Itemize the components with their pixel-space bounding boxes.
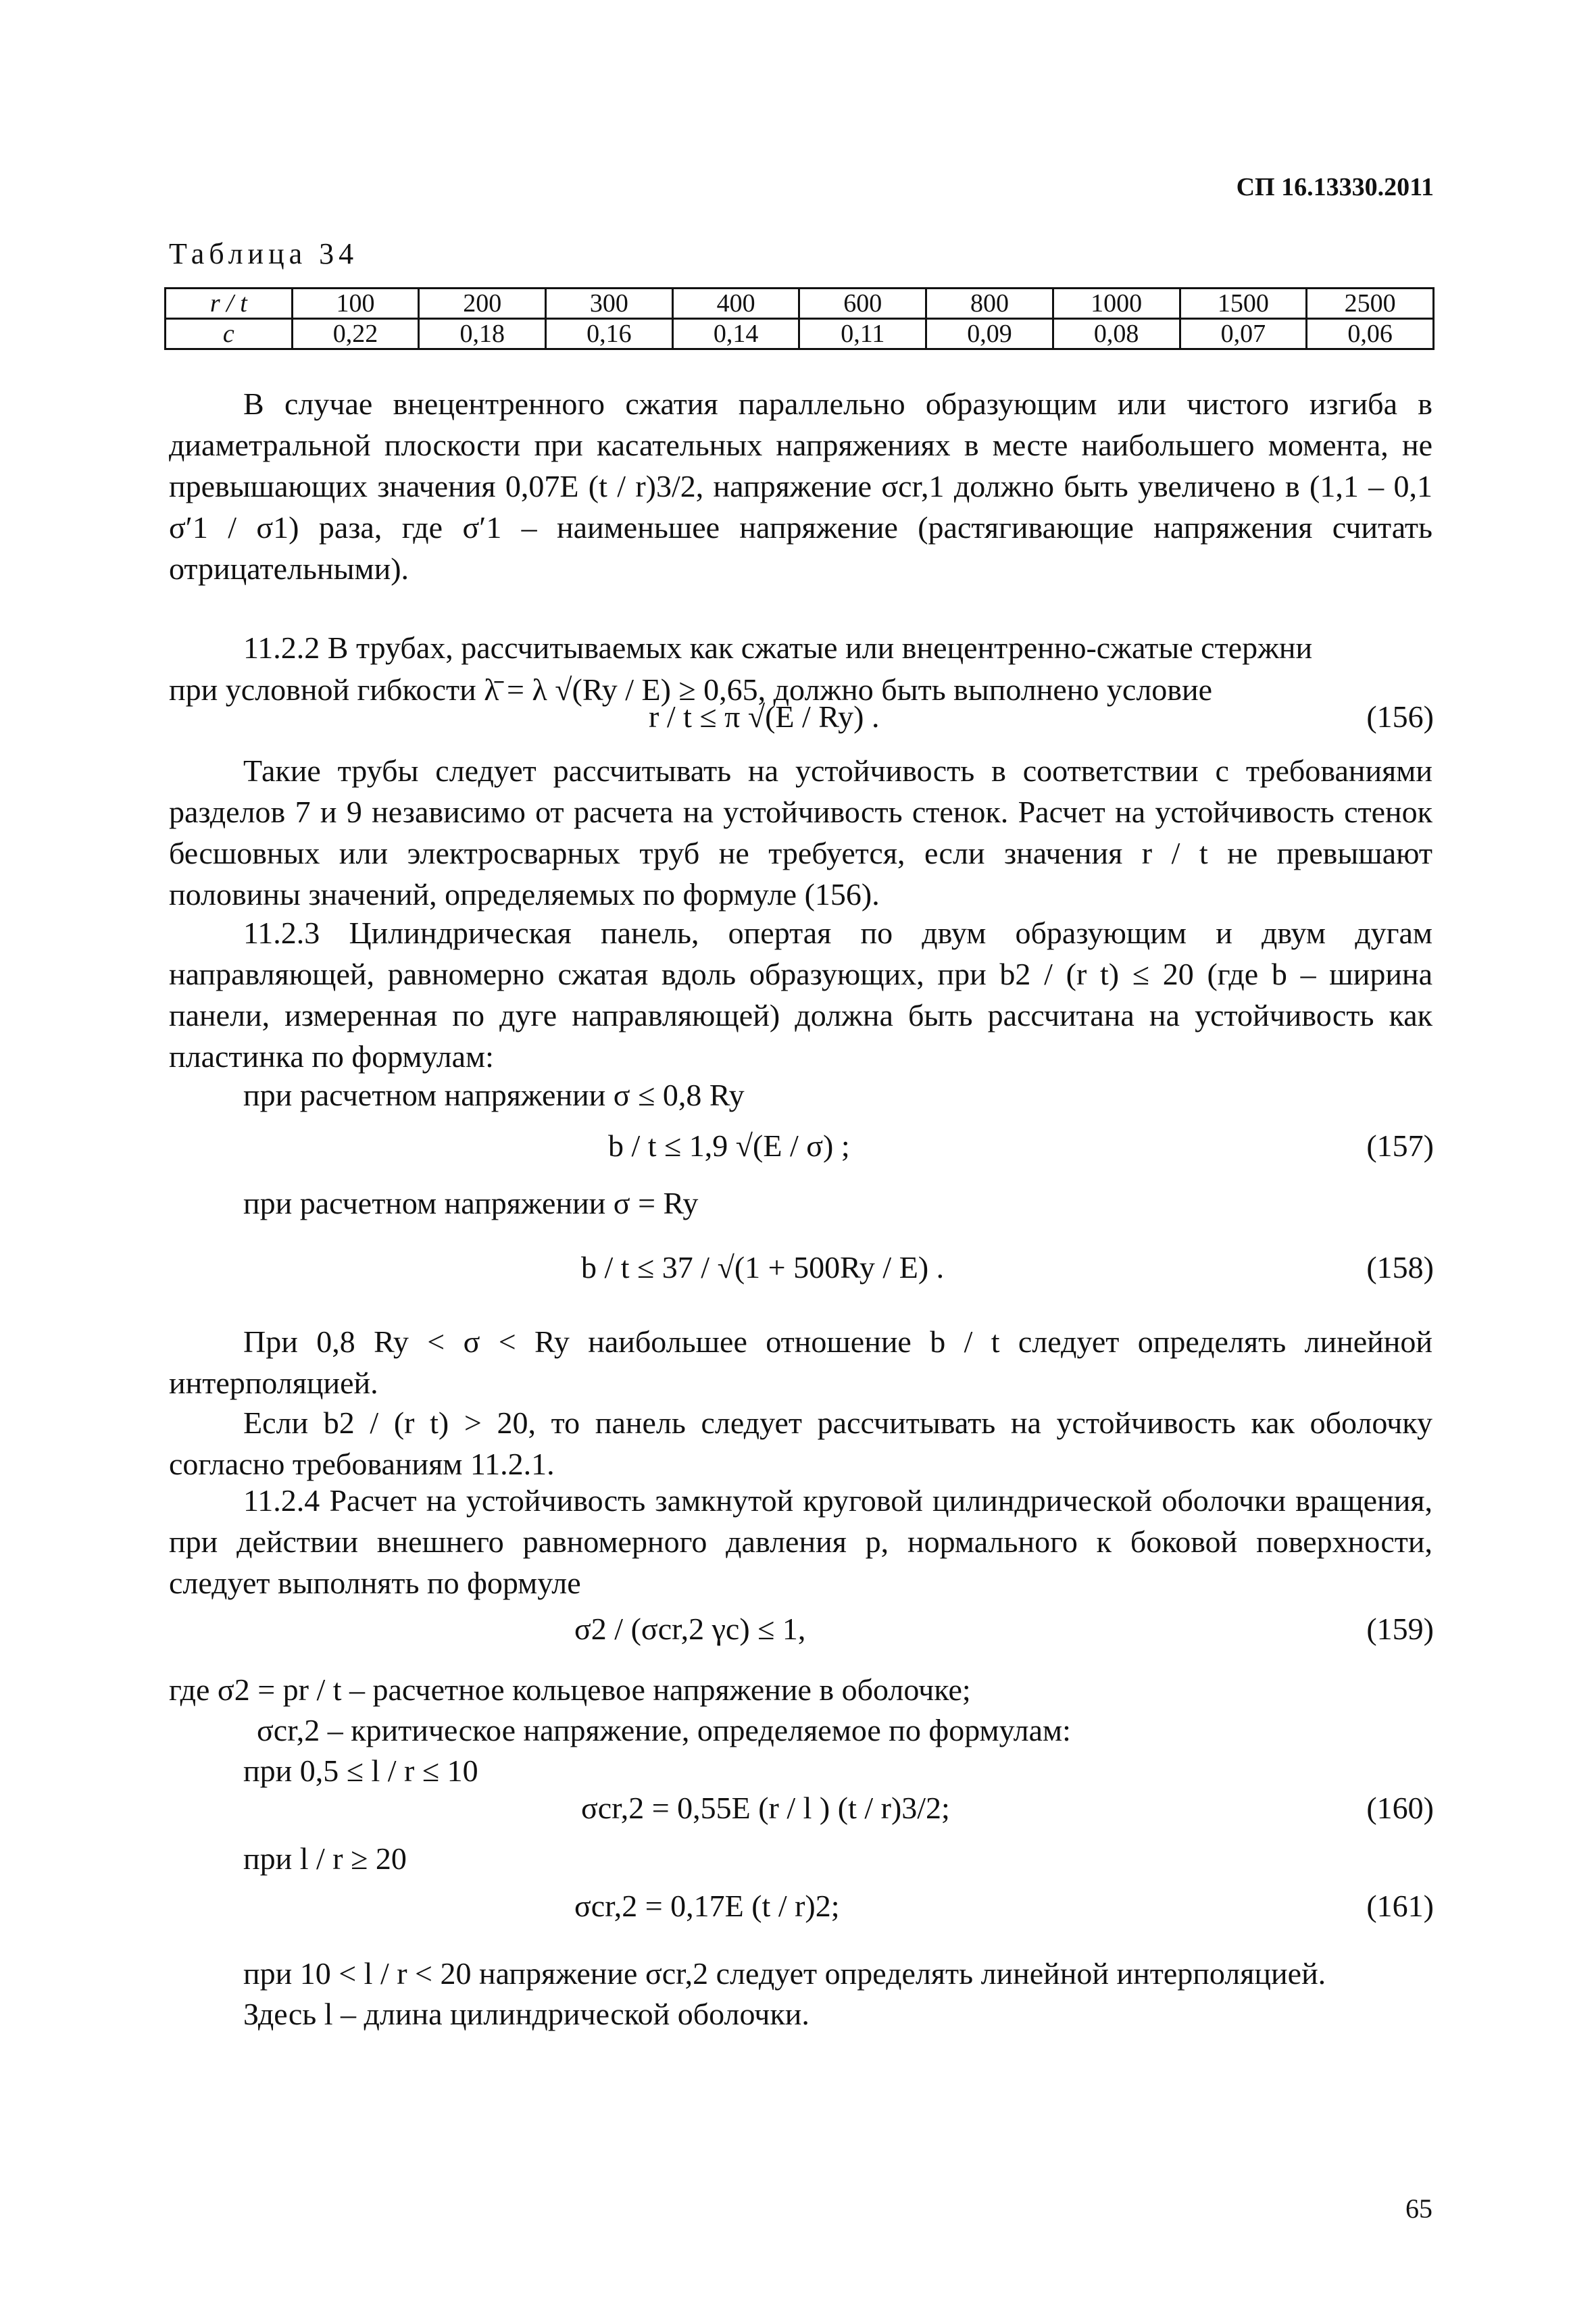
table-header-cell: r / t [166,289,293,319]
table-cell: 400 [672,289,799,319]
table-cell: 800 [926,289,1053,319]
formula-161: σcr,2 = 0,17E (t / r)2; [574,1889,840,1923]
table-cell: 0,06 [1307,319,1434,349]
table-row [166,319,1434,349]
table-cell: 100 [292,289,419,319]
table-cell: 0,16 [546,319,673,349]
formula-158-number: (158) [1366,1250,1434,1285]
table-cell: 1000 [1053,289,1180,319]
table-cell: 2500 [1307,289,1434,319]
table-cell: 0,07 [1180,319,1307,349]
paragraph-shell-length: Здесь l – длина цилиндрической оболочки. [243,1997,809,2031]
table-cell: 0,11 [799,319,926,349]
formula-156-number: (156) [1366,699,1434,734]
table-cell: 0,18 [419,319,546,349]
condition-157: при расчетном напряжении σ ≤ 0,8 Ry [243,1078,745,1112]
table-cell: 0,09 [926,319,1053,349]
paragraph-pipes-stability: Такие трубы следует рассчитывать на устойчивость в соответствии с требованиями разделов 7 и 9 независимо от расчета на устойчивость стенок. Расчет на устойчивость стенок бесшовных или электросварных труб не требуется, если значения r / t не превышают половины значений, определяемых по формуле (156). [169,753,1432,912]
formula-160: σcr,2 = 0,55E (r / l ) (t / r)3/2; [581,1791,950,1825]
formula-156: r / t ≤ π √(E / Ry) . [649,699,880,734]
formula-161-number: (161) [1366,1889,1434,1923]
table-34 [164,287,1435,350]
table-header-cell: c [166,319,293,349]
paragraph-11-2-4: 11.2.4 Расчет на устойчивость замкнутой круговой цилиндрической оболочки вращения, при действии внешнего равномерного давления p, нормального к боковой поверхности, следует выполнять по формуле [169,1483,1432,1600]
table-cell: 600 [799,289,926,319]
paragraph-panel-shell: Если b2 / (r t) > 20, то панель следует рассчитывать на устойчивость как оболочку согласно требованиям 11.2.1. [169,1405,1432,1481]
table-cell: 300 [546,289,673,319]
paragraph-interpolation-shell: при 10 < l / r < 20 напряжение σcr,2 следует определять линейной интерполяцией. [243,1956,1326,1991]
table-cell: 0,08 [1053,319,1180,349]
formula-159: σ2 / (σcr,2 γc) ≤ 1, [574,1612,806,1646]
paragraph-eccentric-compression: В случае внецентренного сжатия параллельно образующим или чистого изгиба в диаметральной плоскости при касательных напряжениях в месте наибольшего момента, не превышающих значения 0,07E (t / r)3/2, напряжение σcr,1 должно быть увеличено в (1,1 – 0,1 σ′1 / σ1) раза, где σ′1 – наименьшее напряжение (растягивающие напряжения считать отрицательными). [169,387,1432,586]
page-number: 65 [1405,2193,1432,2224]
condition-160: при 0,5 ≤ l / r ≤ 10 [243,1753,478,1788]
where-sigma-cr2: σcr,2 – критическое напряжение, определяемое по формулам: [257,1713,1071,1747]
table-cell: 0,22 [292,319,419,349]
table-row [166,289,1434,319]
paragraph-11-2-3: 11.2.3 Цилиндрическая панель, опертая по двум образующим и двум дугам направляющей, равномерно сжатая вдоль образующих, при b2 / (r t) ≤ 20 (где b – ширина панели, измеренная по дуге направляющей) должна быть рассчитана на устойчивость как пластинка по формулам: [169,916,1432,1074]
paragraph-11-2-2-line1: 11.2.2 В трубах, рассчитываемых как сжатые или внецентренно-сжатые стержни [243,630,1313,665]
condition-161: при l / r ≥ 20 [243,1841,407,1876]
where-sigma2: где σ2 = pr / t – расчетное кольцевое напряжение в оболочке; [169,1672,971,1707]
formula-157: b / t ≤ 1,9 √(E / σ) ; [608,1128,850,1163]
table-cell: 1500 [1180,289,1307,319]
condition-158: при расчетном напряжении σ = Ry [243,1186,699,1220]
formula-160-number: (160) [1366,1791,1434,1825]
document-code: СП 16.13330.2011 [1236,173,1434,201]
formula-157-number: (157) [1366,1128,1434,1163]
paragraph-interpolation: При 0,8 Ry < σ < Ry наибольшее отношение b / t следует определять линейной интерполяцией. [169,1324,1432,1400]
table-cell: 0,14 [672,319,799,349]
formula-159-number: (159) [1366,1612,1434,1646]
paragraph-11-2-2-line2: при условной гибкости λ̄ = λ √(Ry / E) ≥ 0,65, должно быть выполнено условие [169,672,1213,707]
table-caption: Таблица 34 [169,237,359,270]
table-cell: 200 [419,289,546,319]
formula-158: b / t ≤ 37 / √(1 + 500Ry / E) . [581,1250,945,1285]
